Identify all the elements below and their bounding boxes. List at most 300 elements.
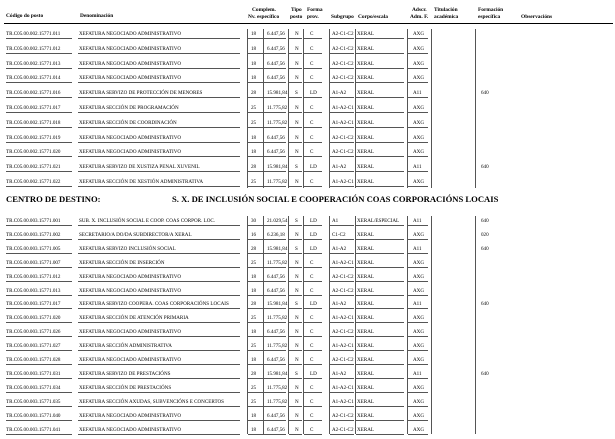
- cell-esp: 11.775,82: [267, 384, 288, 391]
- table-row: [0, 101, 615, 116]
- cell-underline: [248, 253, 286, 254]
- cell-sub: A1-A2-C1: [332, 384, 354, 391]
- cell-sub: A1: [332, 218, 339, 224]
- cell-tipo: N: [295, 75, 299, 82]
- cell-forma: C: [310, 426, 314, 433]
- column-divider: [288, 216, 289, 434]
- cell-underline: [408, 156, 428, 157]
- cell-esp: 6.447,56: [267, 60, 285, 67]
- cell-denom: XEFATURA NEGOCIADO ADMINISTRATIVO: [79, 75, 182, 82]
- cell-denom: SECRETARIO/A DO/DA SUBDIRECTOR/A XERAL: [79, 231, 192, 238]
- cell-code: TR.C05.00.002.15771.013: [6, 60, 61, 67]
- cell-adscr: AXG: [413, 179, 425, 185]
- cell-tipo: N: [295, 287, 299, 294]
- header-titulacion-2: académica: [434, 14, 459, 20]
- cell-underline: [304, 336, 322, 337]
- cell-underline: [356, 281, 404, 282]
- cell-tipo: N: [295, 357, 299, 363]
- cell-code: TR.C05.00.002.15771.016: [6, 90, 61, 97]
- cell-forma: C: [310, 179, 314, 185]
- cell-denom: XEFATURA NEGOCIADO ADMINISTRATIVO: [79, 273, 182, 280]
- header-subgrupo: Subgrupo: [331, 14, 354, 20]
- cell-nv: 18: [251, 412, 257, 419]
- cell-adscr: AXG: [413, 398, 425, 405]
- cell-nv: 18: [251, 273, 257, 280]
- cell-esp: 6.447,56: [267, 287, 285, 294]
- cell-underline: [356, 253, 404, 254]
- cell-underline: [78, 336, 240, 337]
- table-header: [0, 0, 615, 26]
- cell-esp: 6.447,56: [267, 273, 285, 280]
- cell-underline: [408, 322, 428, 323]
- cell-form: 640: [481, 164, 489, 171]
- cell-denom: XEFATURA SERVIZO DE PRESTACIÓNS: [79, 370, 171, 377]
- cell-corpo: XERAL: [357, 412, 374, 419]
- cell-underline: [330, 434, 354, 435]
- cell-underline: [356, 378, 404, 379]
- cell-sub: A1-A2-C1: [332, 398, 354, 405]
- cell-corpo: XERAL: [357, 149, 374, 156]
- cell-forma: C: [310, 329, 314, 336]
- cell-forma: C: [310, 357, 314, 363]
- cell-tipo: N: [295, 179, 299, 185]
- header-forma-1: Forma: [307, 7, 323, 13]
- cell-underline: [356, 392, 404, 393]
- cell-underline: [78, 420, 240, 421]
- cell-underline: [78, 225, 240, 226]
- cell-denom: XEFATURA NEGOCIADO ADMINISTRATIVO: [79, 134, 182, 141]
- cell-nv: 18: [251, 357, 257, 363]
- cell-corpo: XERAL: [357, 357, 374, 363]
- cell-underline: [408, 38, 428, 39]
- cell-underline: [330, 364, 354, 365]
- cell-nv: 25: [251, 119, 257, 126]
- cell-underline: [248, 239, 286, 240]
- cell-nv: 18: [251, 426, 257, 433]
- cell-underline: [408, 253, 428, 254]
- cell-underline: [78, 239, 240, 240]
- cell-underline: [356, 53, 404, 54]
- cell-underline: [356, 406, 404, 407]
- table-row: [0, 339, 615, 354]
- cell-denom: XEFATURA SECCIÓN DE PRESTACIÓNS: [79, 384, 172, 391]
- cell-esp: 6.236,18: [267, 231, 285, 238]
- cell-forma: C: [310, 105, 314, 111]
- cell-underline: [78, 364, 240, 365]
- cell-sub: A1-A2-C1: [332, 259, 354, 266]
- centro-destino-heading: [6, 194, 606, 206]
- cell-underline: [6, 392, 72, 393]
- cell-code: TR.C05.00.002.15771.018: [6, 119, 61, 126]
- table-row: [0, 116, 615, 131]
- table-row: [0, 381, 615, 396]
- cell-underline: [248, 225, 286, 226]
- cell-nv: 25: [251, 179, 257, 185]
- cell-corpo: XERAL: [357, 259, 374, 266]
- cell-underline: [330, 127, 354, 128]
- cell-nv: 28: [251, 301, 257, 308]
- cell-underline: [6, 267, 72, 268]
- cell-denom: XEFATURA SECCIÓN AXUDAS, SUBVENCIÓNS E CONCERTOS: [79, 398, 224, 405]
- cell-nv: 18: [251, 134, 257, 141]
- cell-corpo: XERAL: [357, 164, 374, 171]
- cell-code: TR.C05.00.002.15771.022: [6, 179, 61, 185]
- cell-code: TR.C05.00.003.15771.013: [6, 287, 61, 294]
- cell-forma: C: [310, 259, 314, 266]
- cell-underline: [356, 82, 404, 83]
- cell-sub: A2-C1-C2: [332, 287, 354, 294]
- cell-code: TR.C05.00.003.15771.027: [6, 343, 61, 350]
- cell-forma: C: [310, 119, 314, 126]
- column-divider: [303, 216, 304, 434]
- cell-denom: XEFATURA SERVIZO COOPERA. COAS CORPORACIÓNS LOCAIS: [79, 301, 229, 308]
- cell-underline: [304, 434, 322, 435]
- cell-esp: 11.775,82: [267, 398, 288, 405]
- cell-underline: [78, 378, 240, 379]
- cell-code: TR.C05.00.003.15771.035: [6, 398, 61, 405]
- cell-underline: [304, 378, 322, 379]
- cell-adscr: A11: [413, 370, 422, 377]
- cell-sub: A1-A2: [332, 164, 347, 171]
- column-divider: [407, 29, 408, 188]
- cell-sub: A1-A2: [332, 90, 347, 97]
- cell-underline: [408, 420, 428, 421]
- cell-tipo: N: [295, 31, 299, 37]
- cell-forma: LD: [310, 301, 317, 308]
- cell-underline: [304, 112, 322, 113]
- cell-underline: [78, 253, 240, 254]
- cell-denom: XEFATURA SECCIÓN DE COORDINACIÓN: [79, 119, 177, 126]
- cell-code: TR.C05.00.002.15771.012: [6, 45, 61, 52]
- cell-nv: 18: [251, 60, 257, 67]
- cell-underline: [330, 267, 354, 268]
- cell-underline: [6, 295, 72, 296]
- column-divider: [475, 29, 476, 188]
- cell-underline: [78, 142, 240, 143]
- cell-corpo: XERAL: [357, 105, 374, 111]
- cell-adscr: AXG: [413, 60, 425, 67]
- cell-underline: [304, 322, 322, 323]
- cell-nv: 25: [251, 315, 257, 322]
- cell-underline: [289, 171, 302, 172]
- column-divider: [263, 216, 264, 434]
- cell-underline: [289, 127, 302, 128]
- cell-underline: [248, 336, 286, 337]
- cell-code: TR.C05.00.003.15771.041: [6, 426, 61, 433]
- cell-underline: [289, 378, 302, 379]
- cell-underline: [330, 350, 354, 351]
- cell-esp: 6.447,56: [267, 149, 285, 156]
- cell-underline: [78, 156, 240, 157]
- cell-underline: [408, 112, 428, 113]
- table-row: [0, 325, 615, 340]
- cell-adscr: AXG: [413, 287, 425, 294]
- cell-underline: [408, 82, 428, 83]
- cell-nv: 25: [251, 259, 257, 266]
- cell-esp: 15.981,84: [267, 164, 288, 171]
- cell-adscr: A11: [413, 218, 422, 224]
- cell-nv: 18: [251, 287, 257, 294]
- cell-underline: [248, 156, 286, 157]
- cell-nv: 28: [251, 370, 257, 377]
- cell-underline: [304, 186, 322, 187]
- cell-underline: [356, 295, 404, 296]
- table-row: [0, 71, 615, 86]
- cell-underline: [248, 420, 286, 421]
- cell-forma: LD: [310, 231, 317, 238]
- cell-underline: [289, 392, 302, 393]
- cell-esp: 6.447,56: [267, 426, 285, 433]
- cell-underline: [356, 38, 404, 39]
- cell-tipo: N: [295, 315, 299, 322]
- cell-underline: [78, 53, 240, 54]
- cell-underline: [6, 350, 72, 351]
- cell-corpo: XERAL: [357, 231, 374, 238]
- cell-underline: [408, 378, 428, 379]
- cell-forma: C: [310, 134, 314, 141]
- cell-underline: [408, 392, 428, 393]
- cell-underline: [330, 142, 354, 143]
- cell-underline: [248, 112, 286, 113]
- table-row: [0, 353, 615, 368]
- cell-esp: 6.447,56: [267, 45, 285, 52]
- header-corpo: Corpo/escala: [358, 14, 388, 20]
- cell-underline: [289, 308, 302, 309]
- cell-corpo: XERAL: [357, 287, 374, 294]
- cell-adscr: AXG: [413, 426, 425, 433]
- cell-underline: [304, 142, 322, 143]
- cell-underline: [289, 267, 302, 268]
- cell-forma: C: [310, 75, 314, 82]
- cell-corpo: XERAL: [357, 90, 374, 97]
- cell-underline: [304, 53, 322, 54]
- header-codigo: Código do posto: [6, 13, 44, 19]
- cell-underline: [356, 171, 404, 172]
- cell-underline: [248, 68, 286, 69]
- column-divider: [329, 29, 330, 188]
- cell-underline: [330, 97, 354, 98]
- cell-underline: [330, 378, 354, 379]
- cell-underline: [6, 156, 72, 157]
- cell-underline: [330, 420, 354, 421]
- cell-form: 640: [481, 218, 489, 224]
- cell-sub: A2-C1-C2: [332, 357, 354, 363]
- cell-underline: [330, 186, 354, 187]
- cell-code: TR.C05.00.002.15771.011: [6, 31, 61, 37]
- cell-forma: C: [310, 273, 314, 280]
- cell-underline: [289, 112, 302, 113]
- cell-underline: [330, 392, 354, 393]
- cell-underline: [330, 281, 354, 282]
- cell-underline: [6, 186, 72, 187]
- cell-underline: [304, 420, 322, 421]
- cell-underline: [356, 127, 404, 128]
- cell-corpo: XERAL/ESPECIAL: [357, 218, 400, 224]
- cell-code: TR.C05.00.003.15771.028: [6, 357, 61, 363]
- cell-adscr: A11: [413, 164, 422, 171]
- cell-underline: [78, 406, 240, 407]
- cell-underline: [248, 378, 286, 379]
- cell-underline: [356, 97, 404, 98]
- cell-corpo: XERAL: [357, 75, 374, 82]
- cell-underline: [289, 350, 302, 351]
- cell-underline: [356, 267, 404, 268]
- cell-underline: [408, 364, 428, 365]
- cell-underline: [248, 186, 286, 187]
- cell-underline: [78, 434, 240, 435]
- cell-forma: LD: [310, 218, 317, 224]
- cell-denom: XEFATURA SECCIÓN ADMINISTRATIVA: [79, 343, 172, 350]
- cell-code: TR.C05.00.003.15771.002: [6, 231, 61, 238]
- cell-underline: [356, 364, 404, 365]
- cell-sub: A2-C1-C2: [332, 412, 354, 419]
- cell-code: TR.C05.00.003.15771.034: [6, 384, 61, 391]
- cell-nv: 25: [251, 398, 257, 405]
- cell-forma: C: [310, 384, 314, 391]
- cell-underline: [289, 253, 302, 254]
- cell-forma: C: [310, 31, 314, 37]
- cell-code: TR.C05.00.002.15771.021: [6, 164, 61, 171]
- cell-nv: 18: [251, 329, 257, 336]
- column-divider: [288, 29, 289, 188]
- cell-underline: [330, 38, 354, 39]
- cell-underline: [78, 308, 240, 309]
- table-row: [0, 423, 615, 438]
- cell-esp: 21.029,54: [267, 218, 288, 224]
- cell-underline: [408, 336, 428, 337]
- cell-underline: [408, 225, 428, 226]
- cell-underline: [289, 322, 302, 323]
- cell-underline: [304, 171, 322, 172]
- cell-underline: [289, 156, 302, 157]
- cell-code: TR.C05.00.002.15771.019: [6, 134, 61, 141]
- cell-forma: LD: [310, 164, 317, 171]
- cell-underline: [6, 97, 72, 98]
- column-divider: [247, 29, 248, 188]
- cell-esp: 11.775,82: [267, 119, 288, 126]
- cell-corpo: XERAL: [357, 45, 374, 52]
- cell-underline: [356, 239, 404, 240]
- cell-underline: [78, 112, 240, 113]
- cell-underline: [408, 267, 428, 268]
- cell-underline: [78, 68, 240, 69]
- cell-underline: [356, 322, 404, 323]
- cell-underline: [330, 253, 354, 254]
- cell-code: TR.C05.00.003.15771.031: [6, 370, 61, 377]
- cell-underline: [304, 97, 322, 98]
- cell-adscr: AXG: [413, 45, 425, 52]
- cell-corpo: XERAL: [357, 179, 374, 185]
- table-row: [0, 42, 615, 57]
- cell-denom: XEFATURA SECCIÓN DE ATENCIÓN PRIMARIA: [79, 315, 189, 322]
- cell-forma: LD: [310, 90, 317, 97]
- cell-underline: [356, 68, 404, 69]
- cell-underline: [304, 68, 322, 69]
- cell-underline: [408, 281, 428, 282]
- cell-sub: A2-C1-C2: [332, 75, 354, 82]
- cell-underline: [408, 171, 428, 172]
- cell-underline: [304, 364, 322, 365]
- cell-forma: C: [310, 287, 314, 294]
- cell-sub: A1-A2-C1: [332, 179, 354, 185]
- cell-nv: 25: [251, 343, 257, 350]
- cell-underline: [248, 82, 286, 83]
- cell-underline: [289, 281, 302, 282]
- table-row: [0, 311, 615, 326]
- cell-forma: LD: [310, 370, 317, 377]
- cell-adscr: AXG: [413, 105, 425, 111]
- cell-corpo: XERAL: [357, 134, 374, 141]
- cell-underline: [78, 97, 240, 98]
- cell-adscr: AXG: [413, 329, 425, 336]
- cell-tipo: N: [295, 149, 299, 156]
- cell-adscr: AXG: [413, 384, 425, 391]
- cell-form: 640: [481, 370, 489, 377]
- cell-sub: A2-C1-C2: [332, 60, 354, 67]
- column-divider: [431, 29, 432, 188]
- cell-underline: [408, 239, 428, 240]
- header-formacion-2: específica: [478, 14, 501, 20]
- cell-tipo: S: [295, 245, 298, 252]
- cell-nv: 28: [251, 164, 257, 171]
- cell-underline: [356, 350, 404, 351]
- cell-sub: C1-C2: [332, 231, 346, 238]
- cell-underline: [248, 281, 286, 282]
- cell-underline: [304, 295, 322, 296]
- cell-esp: 6.447,56: [267, 412, 285, 419]
- table-row: [0, 131, 615, 146]
- cell-underline: [6, 38, 72, 39]
- cell-denom: XEFATURA NEGOCIADO ADMINISTRATIVO: [79, 426, 182, 433]
- cell-underline: [289, 336, 302, 337]
- cell-forma: C: [310, 45, 314, 52]
- cell-sub: A2-C1-C2: [332, 329, 354, 336]
- table-row: [0, 409, 615, 424]
- cell-underline: [289, 364, 302, 365]
- cell-underline: [6, 53, 72, 54]
- cell-underline: [304, 281, 322, 282]
- cell-esp: 6.447,56: [267, 357, 285, 363]
- table-row: [0, 86, 615, 101]
- cell-underline: [304, 82, 322, 83]
- cell-esp: 6.447,56: [267, 75, 285, 82]
- cell-underline: [356, 142, 404, 143]
- cell-corpo: XERAL: [357, 273, 374, 280]
- cell-underline: [304, 38, 322, 39]
- cell-code: TR.C05.00.003.15771.007: [6, 259, 61, 266]
- cell-form: 020: [481, 231, 489, 238]
- cell-nv: 18: [251, 31, 257, 37]
- header-complem-2: Nv. específico: [248, 14, 280, 20]
- cell-underline: [6, 171, 72, 172]
- cell-underline: [6, 239, 72, 240]
- table-row: [0, 242, 615, 257]
- cell-corpo: XERAL: [357, 329, 374, 336]
- cell-underline: [78, 127, 240, 128]
- cell-underline: [6, 378, 72, 379]
- cell-underline: [248, 322, 286, 323]
- cell-underline: [248, 171, 286, 172]
- cell-form: 640: [481, 301, 489, 308]
- header-tipo-2: posto: [290, 14, 303, 20]
- cell-underline: [356, 156, 404, 157]
- cell-forma: C: [310, 343, 314, 350]
- cell-forma: C: [310, 149, 314, 156]
- cell-sub: A1-A2: [332, 245, 347, 252]
- cell-underline: [248, 295, 286, 296]
- cell-code: TR.C05.00.003.15771.040: [6, 412, 61, 419]
- header-complem-1: Complem.: [252, 7, 276, 13]
